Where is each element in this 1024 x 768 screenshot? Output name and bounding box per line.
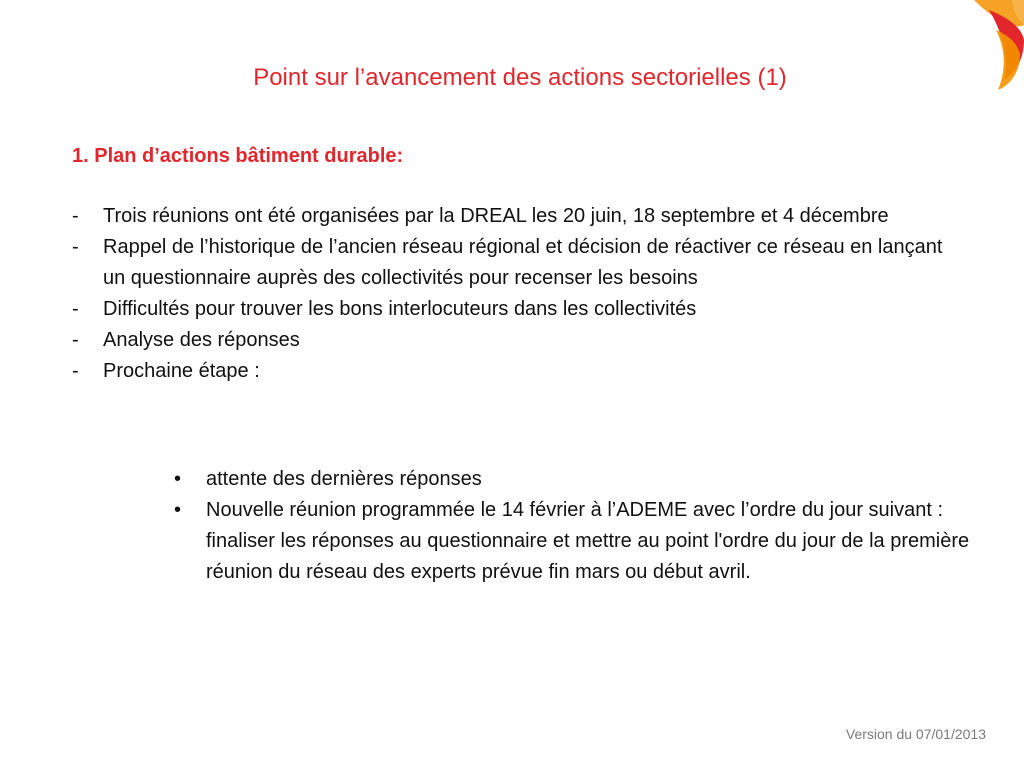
list-item-text: Trois réunions ont été organisées par la DREAL les 20 juin, 18 septembre et 4 décembre [103,205,889,227]
list-item [72,325,952,356]
sub-list-item [174,464,974,495]
list-item [72,232,952,294]
bullet-marker: • [174,499,182,521]
slide-title: Point sur l’avancement des actions sectorielles (1) [253,64,787,91]
dash-marker: - [72,329,79,351]
corner-logo-graphic [934,0,1024,110]
list-item [72,294,952,325]
dash-list [72,201,952,387]
list-item-text: Analyse des réponses [103,329,300,351]
list-item-text: Prochaine étape : [103,360,260,382]
sub-list-item [174,495,974,588]
sub-bullet-list [174,464,974,588]
bullet-marker: • [174,468,182,490]
list-item-text: Difficultés pour trouver les bons interlocuteurs dans les collectivités [103,298,697,320]
sub-list-item-text: attente des dernières réponses [206,468,482,490]
sub-list-item-text: Nouvelle réunion programmée le 14 février à l’ADEME avec l’ordre du jour suivant : finaliser les réponses au questionnaire et mettre au point l'ordre du jour de la première réunion du réseau des experts prévue fin mars ou début avril. [206,499,970,583]
dash-marker: - [72,236,79,258]
dash-marker: - [72,360,79,382]
dash-marker: - [72,205,79,227]
list-item [72,356,952,387]
dash-marker: - [72,298,79,320]
section-heading: 1. Plan d’actions bâtiment durable: [72,145,404,167]
list-item [72,201,952,232]
footer-version: Version du 07/01/2013 [845,726,986,742]
list-item-text: Rappel de l’historique de l’ancien réseau régional et décision de réactiver ce réseau en lançant un questionnaire auprès des collectivités pour recenser les besoins [103,236,943,289]
